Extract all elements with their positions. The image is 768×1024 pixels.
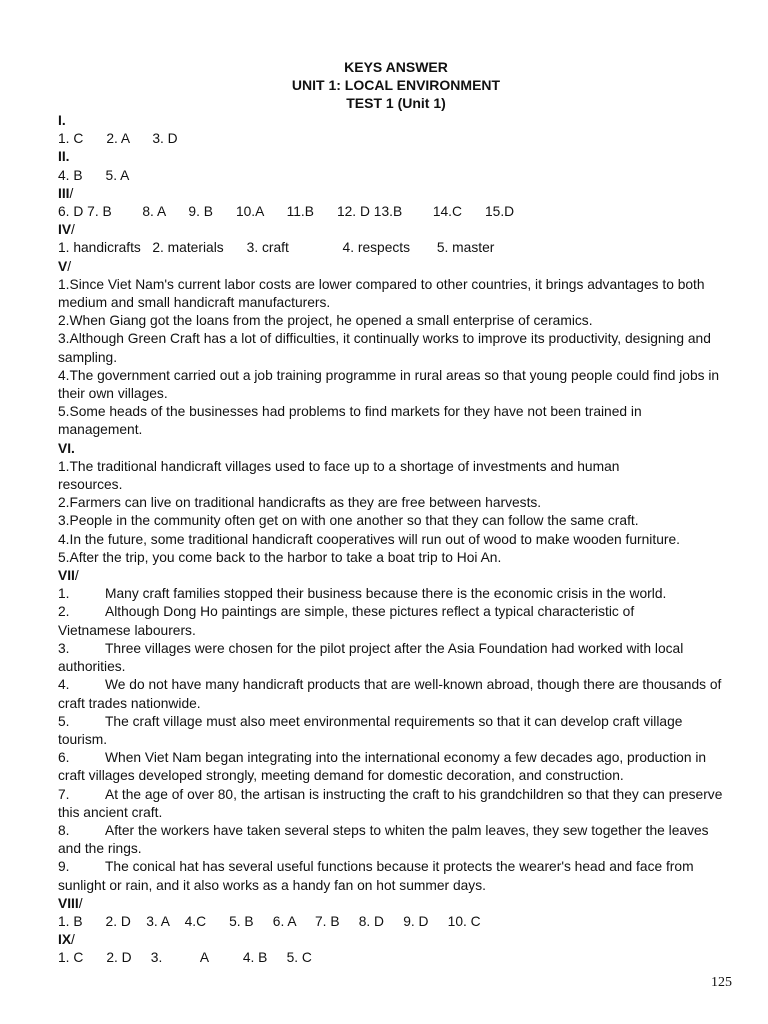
- numbered-sentence: 3. Three villages were chosen for the pilot project after the Asia Foundation had worked with local authorities.: [58, 640, 684, 675]
- section-ii-answers: [58, 167, 734, 185]
- answer: 13.B: [373, 204, 403, 220]
- answer: 9. B: [188, 204, 213, 220]
- answer: 1. B: [58, 913, 83, 929]
- sentence: 4.In the future, some traditional handicraft cooperatives will run out of wood to make wooden furniture.: [58, 531, 680, 547]
- answer: 3.: [150, 950, 163, 966]
- answer: 7. B: [87, 204, 112, 220]
- doc-title: KEYS ANSWER: [344, 59, 448, 75]
- section-heading-ix: IX/: [58, 932, 75, 948]
- answer: 9. D: [403, 913, 429, 929]
- answer: 5. B: [229, 913, 254, 929]
- section-viii-answers: [58, 913, 734, 931]
- answer: 11.B: [286, 204, 314, 220]
- answer: 8. D: [358, 913, 385, 929]
- section-heading-vi: VI.: [58, 440, 75, 456]
- answer: 10. C: [447, 913, 481, 929]
- section-iii-answers: [58, 203, 734, 221]
- answer: A: [199, 950, 209, 966]
- sentence: 2.When Giang got the loans from the project, he opened a small enterprise of ceramics.: [58, 313, 593, 329]
- sentence: 1.Since Viet Nam's current labor costs are lower compared to other countries, it brings advantages to both medium and small handicraft manufacturers.: [58, 276, 705, 311]
- answer: 4. B: [58, 167, 83, 183]
- section-heading-ii: II.: [58, 149, 70, 165]
- answer: 5. A: [105, 167, 130, 183]
- answer: 7. B: [314, 913, 340, 929]
- sentence: 5.After the trip, you come back to the harbor to take a boat trip to Hoi An.: [58, 549, 502, 565]
- answer-key-page: [58, 58, 734, 968]
- sentence: 4.The government carried out a job training programme in rural areas so that young people could find jobs in their own villages.: [58, 367, 720, 402]
- answer: 4.C: [184, 913, 207, 929]
- answer: 4. respects: [342, 240, 410, 256]
- answer: 5. master: [436, 240, 495, 256]
- section-ix-answers: [58, 949, 734, 967]
- answer: 14.C: [432, 204, 462, 220]
- test-title: TEST 1 (Unit 1): [346, 95, 446, 111]
- answer: 4. B: [242, 950, 268, 966]
- answer: 2. D: [106, 950, 132, 966]
- answer: 10.A: [235, 204, 264, 220]
- answer: 1. C: [58, 131, 84, 147]
- unit-title: UNIT 1: LOCAL ENVIRONMENT: [291, 77, 501, 93]
- section-iv-answers: [58, 239, 734, 257]
- sentence: 5.Some heads of the businesses had problems to find markets for they have not been trained in management.: [58, 404, 642, 438]
- answer: 2. materials: [152, 240, 224, 256]
- section-i-answers: [58, 130, 734, 148]
- answer: 8. A: [142, 204, 166, 220]
- answer: 5. C: [286, 950, 312, 966]
- sentence: 3.People in the community often get on with one another so that they can follow the same craft.: [58, 513, 639, 529]
- answer: 1. C: [58, 950, 84, 966]
- answer: 1. handicrafts: [58, 240, 141, 256]
- section-heading-i: I.: [58, 113, 66, 128]
- section-heading-iv: IV/: [58, 222, 75, 238]
- numbered-sentence: 4. We do not have many handicraft products that are well-known abroad, though there are thousands of craft trades nationwide.: [58, 677, 722, 711]
- answer: 12. D: [336, 204, 370, 220]
- section-heading-viii: VIII/: [58, 895, 83, 911]
- answer: 15.D: [484, 204, 515, 220]
- numbered-sentence: 5. The craft village must also meet environmental requirements so that it can develop craft village tourism.: [58, 713, 683, 747]
- numbered-sentence: 6. When Viet Nam began integrating into the international economy a few decades ago, production in craft villages developed strongly, meeting demand for domestic decoration, and construction.: [58, 750, 707, 784]
- answer: 3. craft: [246, 240, 289, 256]
- section-heading-iii: III/: [58, 185, 74, 201]
- answer: 6. A: [272, 913, 296, 929]
- section-heading-vii: VII/: [58, 568, 79, 584]
- sentence: 1.The traditional handicraft villages used to face up to a shortage of investments and human resources.: [58, 458, 620, 493]
- page-number: 125: [711, 975, 732, 990]
- numbered-sentence: 8. After the workers have taken several steps to whiten the palm leaves, they sew together the leaves and the rings.: [58, 822, 709, 857]
- answer: 2. D: [105, 913, 131, 929]
- numbered-sentence: 9. The conical hat has several useful functions because it protects the wearer's head and face from sunlight or rain, and it also works as a handy fan on hot summer days.: [58, 859, 694, 893]
- numbered-sentence: 1. Many craft families stopped their business because there is the economic crisis in the world.: [58, 586, 667, 602]
- answer: 2. A: [106, 131, 130, 147]
- sentence: 3.Although Green Craft has a lot of difficulties, it continually works to improve its productivity, designing and sampling.: [58, 331, 711, 365]
- answer: 3. D: [152, 131, 178, 147]
- answer: 3. A: [146, 913, 170, 929]
- numbered-sentence: 2. Although Dong Ho paintings are simple, these pictures reflect a typical characteristic of Vietnamese labourers.: [58, 604, 635, 638]
- sentence: 2.Farmers can live on traditional handicrafts as they are free between harvests.: [58, 495, 542, 511]
- section-heading-v: V/: [58, 258, 72, 274]
- answer: 6. D: [58, 204, 84, 220]
- numbered-sentence: 7. At the age of over 80, the artisan is instructing the craft to his grandchildren so that they can preserve this ancient craft.: [58, 786, 723, 820]
